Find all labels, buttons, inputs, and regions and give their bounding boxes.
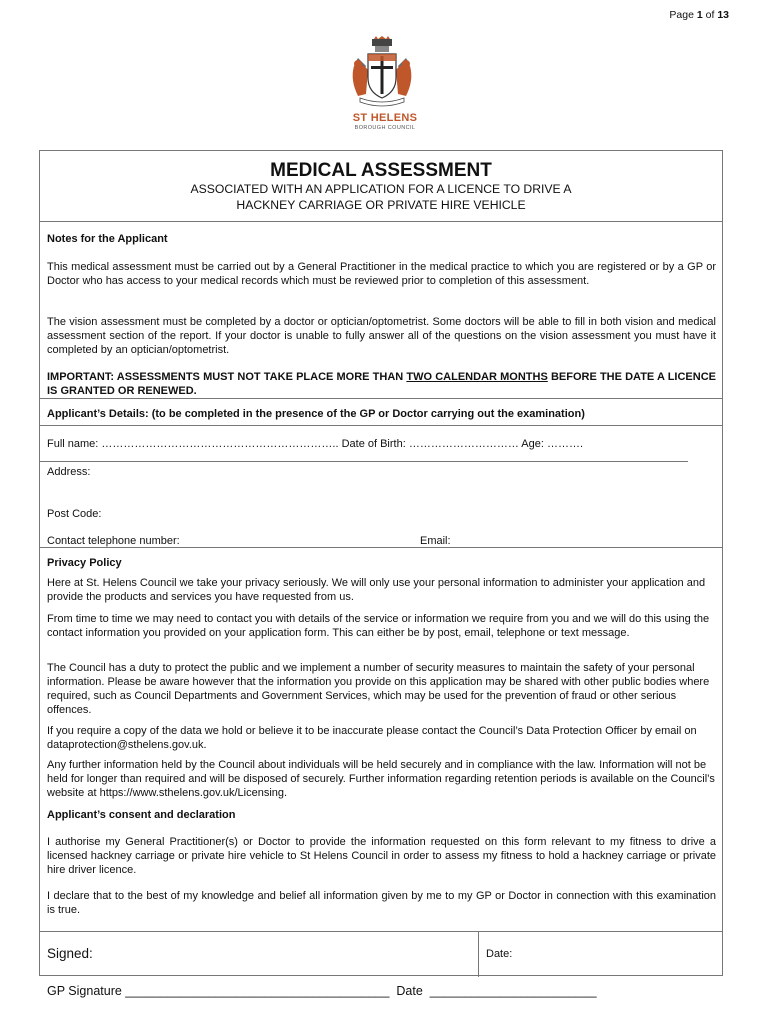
- page-indicator: Page 1 of 13: [669, 9, 729, 21]
- postcode-label: Post Code:: [47, 508, 102, 520]
- privacy-paragraph-4: If you require a copy of the data we hold or believe it to be inaccurate please contact the Council’s Data Protection Officer by email on dataprotection@sthelens.gov.uk.: [47, 725, 697, 752]
- consent-paragraph-1: I authorise my General Practitioner(s) or Doctor to provide the information requested on this form relevant to my fitness to drive a licensed hackney carriage or private hire vehicle to St Helens Council in order to assess my fitness to hold a hackney carriage or private hire driver licence.: [47, 836, 716, 877]
- logo-name: ST HELENS: [352, 112, 418, 124]
- privacy-paragraph-3: The Council has a duty to protect the public and we implement a number of security measures to maintain the safety of your personal information. Please be aware however that the information you provide on this application may be shared with other public bodies where required, such as Council Departments and Government Services, which may be used for the prevention of fraud or other serious offences.: [47, 662, 710, 717]
- form-frame: [39, 150, 723, 976]
- privacy-paragraph-5: Any further information held by the Council about individuals will be held securely and in compliance with the law. Information will not be held for longer than required and will be disposed of securely. Further information regarding retention periods is available on the Council’s website at https://www.sthelens.gov.uk/Licensing.: [47, 759, 715, 800]
- date-field[interactable]: Date:: [486, 948, 513, 960]
- document-subtitle: ASSOCIATED WITH AN APPLICATION FOR A LICENCE TO DRIVE A HACKNEY CARRIAGE OR PRIVATE HIRE VEHICLE: [190, 182, 572, 212]
- privacy-paragraph-2: From time to time we may need to contact you with details of the service or information we require from you and we will do this using the contact information you provided on your application form. This can either be by post, email, telephone or text message.: [47, 613, 710, 640]
- full-name-dob-age-field[interactable]: Full name: ……………………………………………………….. Date of Birth: ………………………… Age: ……….: [47, 438, 584, 450]
- important-notice: IMPORTANT: ASSESSMENTS MUST NOT TAKE PLACE MORE THAN TWO CALENDAR MONTHS BEFORE THE DATE A LICENCE IS GRANTED OR RENEWED.: [47, 371, 716, 398]
- email-label: Email:: [420, 535, 451, 547]
- gp-signature-line[interactable]: GP Signature ______________________________________ Date ________________________: [47, 984, 597, 998]
- document-title: MEDICAL ASSESSMENT: [270, 160, 492, 181]
- privacy-paragraph-1: Here at St. Helens Council we take your privacy seriously. We will only use your personal information to administer your application and provide the products and services you have requested from us.: [47, 577, 706, 604]
- logo-subtitle: BOROUGH COUNCIL: [354, 125, 416, 131]
- council-wordmark: [0, 112, 770, 131]
- notes-paragraph-1: This medical assessment must be carried out by a General Practitioner in the medical practice to which you are registered or by a GP or Doctor who has access to your medical records which must be reviewed prior to completion of this assessment.: [47, 261, 716, 288]
- notes-paragraph-2: The vision assessment must be completed by a doctor or optician/optometrist. Some doctors will be able to fill in both vision and medical assessment section of the report. If your doctor is unable to fully answer all of the questions on the vision assessment you must have it completed by an optician/optometrist.: [47, 316, 716, 357]
- consent-heading: Applicant’s consent and declaration: [47, 809, 236, 821]
- notes-heading: Notes for the Applicant: [47, 233, 168, 245]
- applicant-details-heading: Applicant’s Details: (to be completed in the presence of the GP or Doctor carrying out the examination): [47, 408, 585, 420]
- consent-paragraph-2: I declare that to the best of my knowledge and belief all information given by me to my GP or Doctor in connection with this examination is true.: [47, 890, 716, 917]
- signed-field[interactable]: Signed:: [47, 946, 93, 961]
- council-crest-logo: [348, 36, 416, 108]
- address-label: Address:: [47, 466, 91, 478]
- privacy-heading: Privacy Policy: [47, 557, 122, 569]
- telephone-label: Contact telephone number:: [47, 535, 180, 547]
